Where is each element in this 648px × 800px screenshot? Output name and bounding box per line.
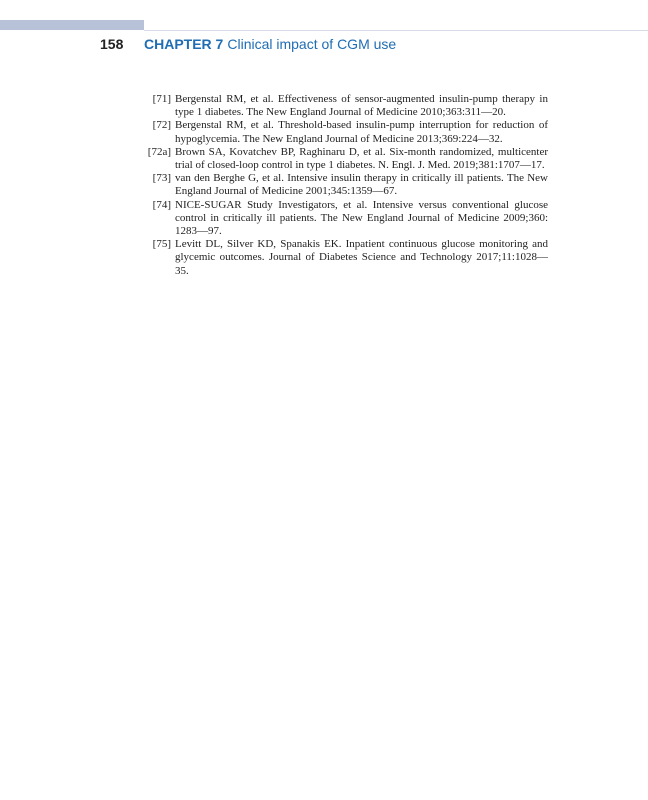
chapter-label: CHAPTER 7 bbox=[144, 36, 224, 52]
reference-number: [73] bbox=[152, 172, 171, 185]
reference-item bbox=[142, 172, 548, 198]
reference-number: [72a] bbox=[147, 145, 171, 158]
reference-item bbox=[142, 238, 548, 278]
page-number: 158 bbox=[100, 36, 124, 52]
reference-number: [74] bbox=[152, 198, 171, 211]
reference-number: [75] bbox=[152, 238, 171, 251]
reference-text: Bergenstal RM, et al. Threshold-based insulin-pump interruption for reduction of hypoglycemia. The New England Journal of Medicine 2013;369:224—32. bbox=[175, 119, 548, 145]
chapter-title: Clinical impact of CGM use bbox=[227, 36, 397, 52]
running-head bbox=[100, 34, 396, 54]
reference-text: Bergenstal RM, et al. Effectiveness of sensor-augmented insulin-pump therapy in type 1 diabetes. The New England Journal of Medicine 2010;363:311—20. bbox=[175, 93, 548, 119]
reference-text: NICE-SUGAR Study Investigators, et al. Intensive versus conventional glucose control in critically ill patients. The New England Journal of Medicine 2009;360: 1283—97. bbox=[175, 198, 548, 238]
reference-text: Brown SA, Kovatchev BP, Raghinaru D, et al. Six-month randomized, multicenter trial of closed-loop control in type 1 diabetes. N. Engl. J. Med. 2019;381:1707—17. bbox=[175, 145, 548, 172]
header-rule bbox=[144, 30, 648, 31]
reference-item bbox=[142, 199, 548, 239]
reference-item bbox=[142, 119, 548, 145]
reference-number: [71] bbox=[152, 93, 171, 105]
header-accent-bar bbox=[0, 20, 144, 30]
reference-list bbox=[142, 93, 548, 278]
reference-text: van den Berghe G, et al. Intensive insulin therapy in critically ill patients. The New England Journal of Medicine 2001;345:1359—67. bbox=[175, 172, 548, 198]
reference-item bbox=[142, 93, 548, 119]
reference-number: [72] bbox=[152, 119, 171, 132]
reference-item bbox=[142, 146, 548, 172]
reference-text: Levitt DL, Silver KD, Spanakis EK. Inpatient continuous glucose monitoring and glycemic outcomes. Journal of Diabetes Science and Technology 2017;11:1028—35. bbox=[175, 238, 548, 277]
